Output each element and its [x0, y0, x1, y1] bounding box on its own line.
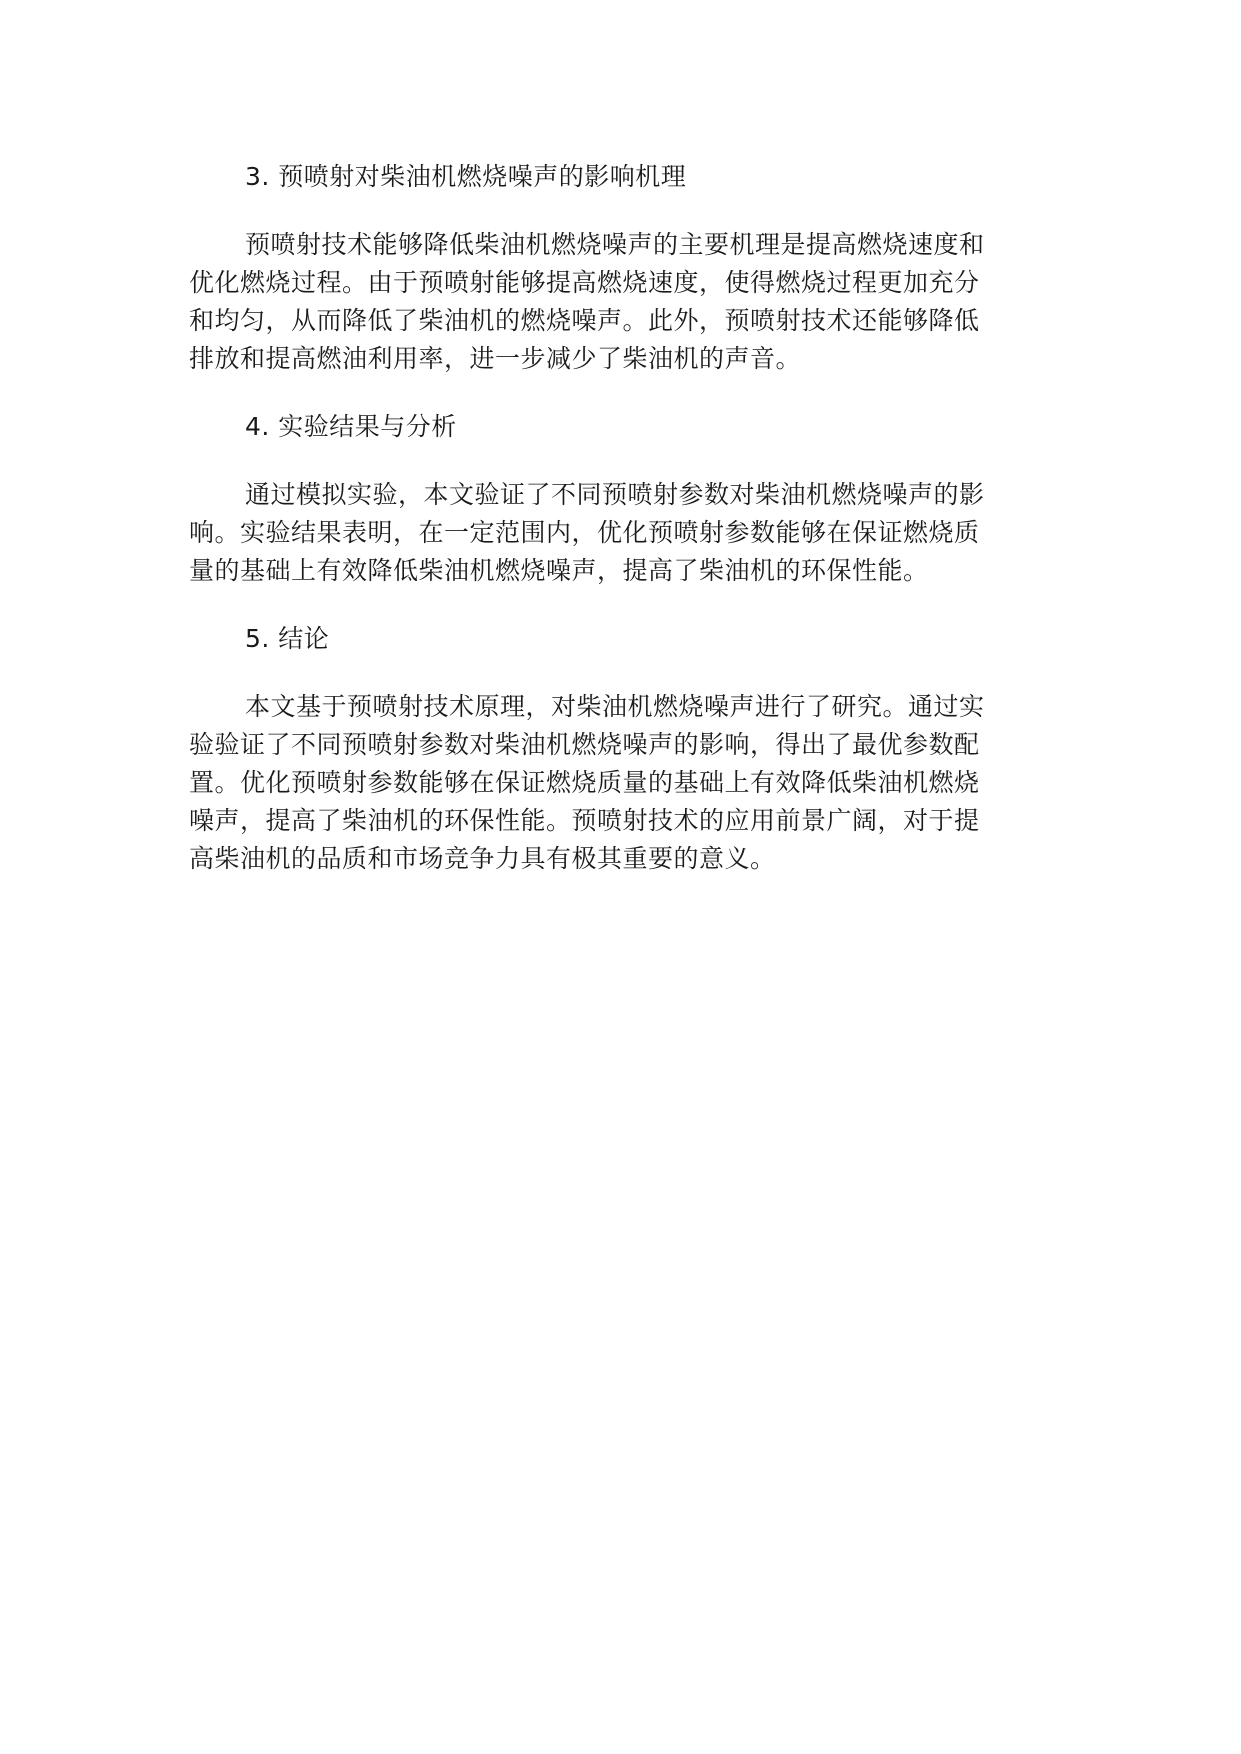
- paragraph-line: 响。实验结果表明，在一定范围内，优化预喷射参数能够在保证燃烧质: [189, 518, 980, 547]
- paragraph-line: 预喷射技术能够降低柴油机燃烧噪声的主要机理是提高燃烧速度和: [245, 230, 985, 259]
- section-heading-3: 3. 预喷射对柴油机燃烧噪声的影响机理: [245, 162, 687, 191]
- document-body: [189, 158, 1041, 908]
- paragraph-line: 本文基于预喷射技术原理，对柴油机燃烧噪声进行了研究。通过实: [245, 692, 985, 721]
- paragraph-line: 和均匀，从而降低了柴油机的燃烧噪声。此外，预喷射技术还能够降低: [189, 306, 980, 335]
- paragraph-line: 高柴油机的品质和市场竞争力具有极其重要的意义。: [189, 844, 776, 873]
- section-paragraph-3: [189, 226, 1041, 378]
- section-paragraph-4: [189, 476, 1041, 590]
- paragraph-line: 量的基础上有效降低柴油机燃烧噪声，提高了柴油机的环保性能。: [189, 556, 929, 585]
- paragraph-line: 验验证了不同预喷射参数对柴油机燃烧噪声的影响，得出了最优参数配: [189, 730, 980, 759]
- section-paragraph-5: [189, 688, 1041, 878]
- paragraph-line: 优化燃烧过程。由于预喷射能够提高燃烧速度，使得燃烧过程更加充分: [189, 268, 980, 297]
- paragraph-line: 排放和提高燃油利用率，进一步减少了柴油机的声音。: [189, 344, 802, 373]
- paragraph-line: 通过模拟实验，本文验证了不同预喷射参数对柴油机燃烧噪声的影: [245, 480, 985, 509]
- section-heading-4: 4. 实验结果与分析: [245, 412, 457, 441]
- paragraph-line: 置。优化预喷射参数能够在保证燃烧质量的基础上有效降低柴油机燃烧: [189, 768, 980, 797]
- paragraph-line: 噪声，提高了柴油机的环保性能。预喷射技术的应用前景广阔，对于提: [189, 806, 980, 835]
- section-heading-5: 5. 结论: [245, 624, 330, 653]
